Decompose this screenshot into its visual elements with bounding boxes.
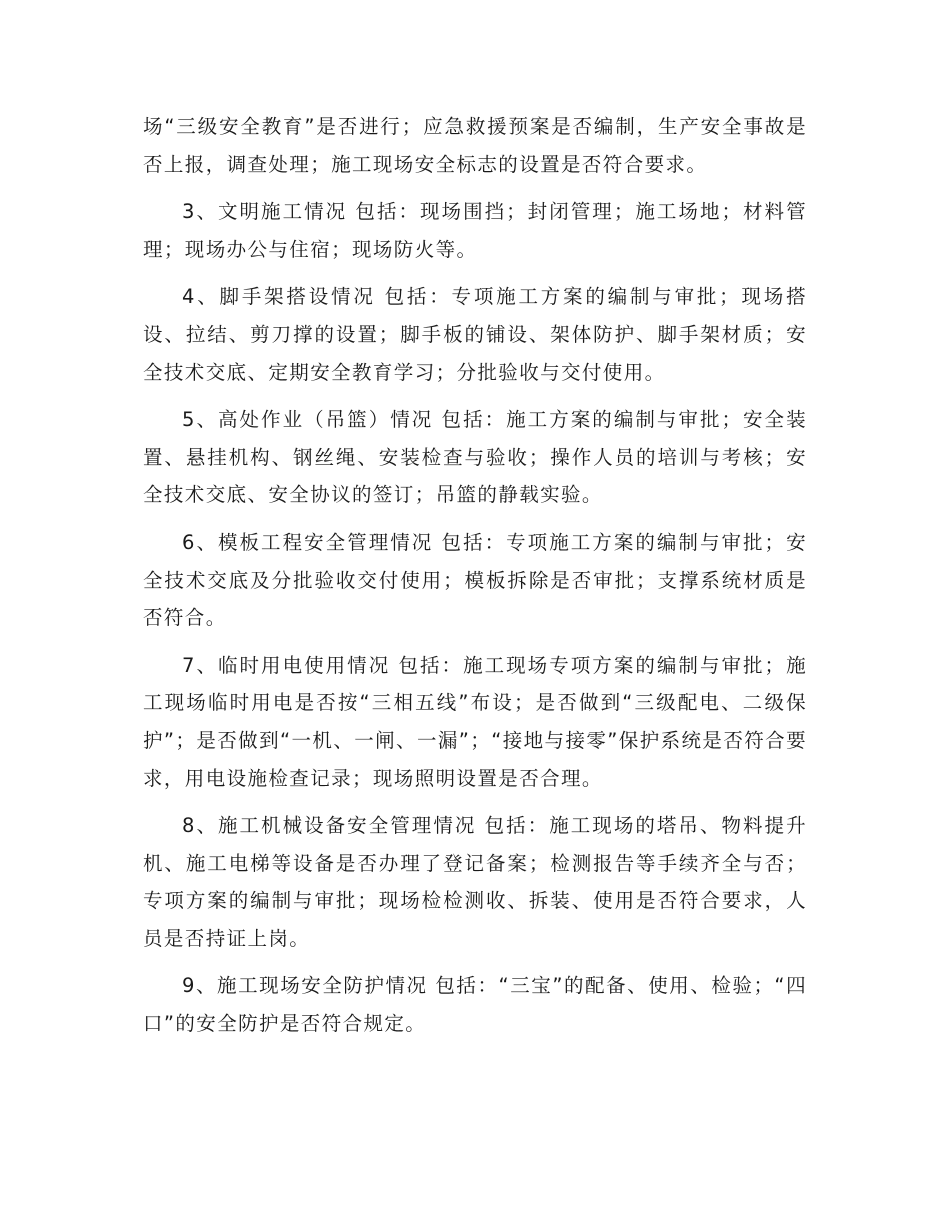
paragraph-continuation: 场“三级安全教育”是否进行；应急救援预案是否编制，生产安全事故是否上报，调查处理；施工现场安全标志的设置是否符合要求。: [143, 115, 807, 176]
paragraph-item-7: 7、临时用电使用情况 包括：施工现场专项方案的编制与审批；施工现场临时用电是否按“三相五线”布设；是否做到“三级配电、二级保护”；是否做到“一机、一闸、一漏”；“接地与接零”保护系统是否符合要求，用电设施检查记录；现场照明设置是否合理。: [143, 653, 807, 790]
paragraph-item-6: 6、模板工程安全管理情况 包括：专项施工方案的编制与审批；安全技术交底及分批验收交付使用；模板拆除是否审批；支撑系统材质是否符合。: [143, 530, 807, 630]
paragraph-item-3: 3、文明施工情况 包括：现场围挡；封闭管理；施工场地；材料管理；现场办公与住宿；现场防火等。: [143, 200, 807, 261]
paragraph-item-8: 8、施工机械设备安全管理情况 包括：施工现场的塔吊、物料提升机、施工电梯等设备是否办理了登记备案；检测报告等手续齐全与否；专项方案的编制与审批；现场检检测收、拆装、使用是否符合要求，人员是否持证上岗。: [143, 814, 807, 950]
paragraph-item-4: 4、脚手架搭设情况 包括：专项施工方案的编制与审批；现场搭设、拉结、剪刀撑的设置；脚手板的铺设、架体防护、脚手架材质；安全技术交底、定期安全教育学习；分批验收与交付使用。: [143, 285, 807, 384]
paragraph-item-5: 5、高处作业（吊篮）情况 包括：施工方案的编制与审批；安全装置、悬挂机构、钢丝绳、安装检查与验收；操作人员的培训与考核；安全技术交底、安全协议的签订；吊篮的静载实验。: [143, 408, 807, 507]
document-body: [143, 108, 807, 1053]
paragraph-item-9: 9、施工现场安全防护情况 包括：“三宝”的配备、使用、检验；“四口”的安全防护是否符合规定。: [143, 974, 807, 1036]
